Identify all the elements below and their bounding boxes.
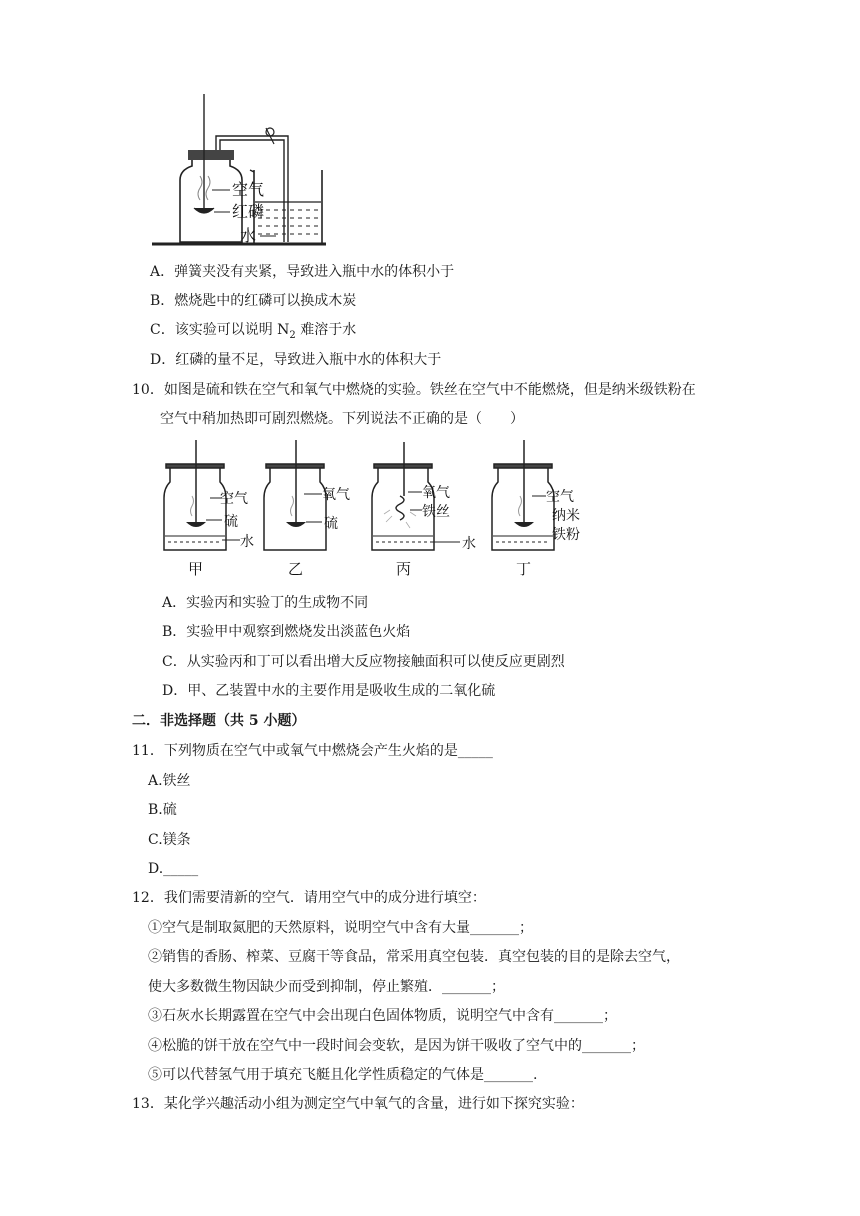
fig10-caption-jia: 甲 — [188, 560, 204, 578]
fig10-jar4-label-powder: 铁粉 — [552, 527, 580, 543]
fig10-jar1-label-gas: 空气 — [220, 491, 248, 507]
q13-stem: 13．某化学兴趣活动小组为测定空气中氧气的含量，进行如下探究实验： — [132, 1096, 584, 1112]
fig10-jar1-label-sulfur: 硫 — [224, 514, 238, 530]
fig10-jar3-label-water: 水 — [462, 536, 476, 552]
q12-item-1: ①空气是制取氮肥的天然原料，说明空气中含有大量_______； — [148, 920, 533, 936]
q12-item-2: ②销售的香肠、榨菜、豆腐干等食品，常采用真空包装．真空包装的目的是除去空气， — [148, 949, 680, 965]
q12-item-2-cont: 使大多数微生物因缺少而受到抑制，停止繁殖．_______； — [148, 979, 505, 995]
q9-option-b: B．燃烧匙中的红磷可以换成木炭 — [150, 293, 357, 309]
q10-jars-figure — [160, 440, 590, 580]
q9-option-d: D．红磷的量不足，导致进入瓶中水的体积大于 — [150, 352, 442, 368]
q9-apparatus-figure — [150, 92, 330, 252]
fig9-label-water: 水 — [240, 226, 257, 245]
fig9-label-phosphorus: 红磷 — [232, 202, 265, 221]
q12-item-3: ③石灰水长期露置在空气中会出现白色固体物质，说明空气中含有_______； — [148, 1008, 617, 1024]
q10-option-a: A．实验丙和实验丁的生成物不同 — [162, 595, 369, 611]
fig10-jar3-label-wire: 铁丝 — [422, 504, 450, 520]
q9-option-c-text: C．该实验可以说明 N — [150, 322, 290, 338]
q11-stem: 11．下列物质在空气中或氧气中燃烧会产生火焰的是_____ — [132, 743, 493, 759]
fig10-caption-ding: 丁 — [516, 560, 532, 578]
q11-option-b: B.硫 — [148, 802, 177, 818]
fig10-jar3-label-gas: 氧气 — [422, 485, 450, 501]
q10-stem-line1: 10．如图是硫和铁在空气和氧气中燃烧的实验。铁丝在空气中不能燃烧，但是纳米级铁粉在 — [132, 382, 696, 398]
q9-option-c — [150, 320, 356, 346]
fig10-caption-bing: 丙 — [396, 560, 412, 578]
fig10-jar4-label-gas: 空气 — [546, 489, 574, 505]
q9-option-c-tail: 难溶于水 — [295, 322, 357, 338]
q10-option-d: D．甲、乙装置中水的主要作用是吸收生成的二氧化硫 — [162, 683, 496, 699]
q9-option-a: A．弹簧夹没有夹紧，导致进入瓶中水的体积小于 — [150, 264, 455, 280]
q10-option-b: B．实验甲中观察到燃烧发出淡蓝色火焰 — [162, 624, 411, 640]
fig10-jar1-label-water: 水 — [240, 534, 254, 550]
fig10-jar2-label-sulfur: 硫 — [324, 516, 338, 532]
q10-stem-line2: 空气中稍加热即可剧烈燃烧。下列说法不正确的是（ ） — [160, 411, 524, 427]
q9-option-c-subscript: 2 — [289, 329, 296, 341]
q10-option-c: C．从实验丙和丁可以看出增大反应物接触面积可以使反应更剧烈 — [162, 654, 565, 670]
fig10-caption-yi: 乙 — [288, 560, 304, 578]
q11-option-d: D._____ — [148, 861, 199, 877]
q12-stem: 12．我们需要清新的空气．请用空气中的成分进行填空： — [132, 890, 486, 906]
q12-item-4: ④松脆的饼干放在空气中一段时间会变软，是因为饼干吸收了空气中的_______； — [148, 1038, 645, 1054]
q11-option-a: A.铁丝 — [148, 773, 191, 789]
fig9-label-air: 空气 — [232, 180, 265, 199]
q11-option-c: C.镁条 — [148, 832, 191, 848]
fig10-jar2-label-gas: 氧气 — [322, 487, 350, 503]
section-heading: 二．非选择题（共 5 小题） — [132, 713, 306, 729]
fig10-jar4-label-nano: 纳米 — [552, 508, 580, 524]
q12-item-5: ⑤可以代替氢气用于填充飞艇且化学性质稳定的气体是_______. — [148, 1067, 538, 1083]
